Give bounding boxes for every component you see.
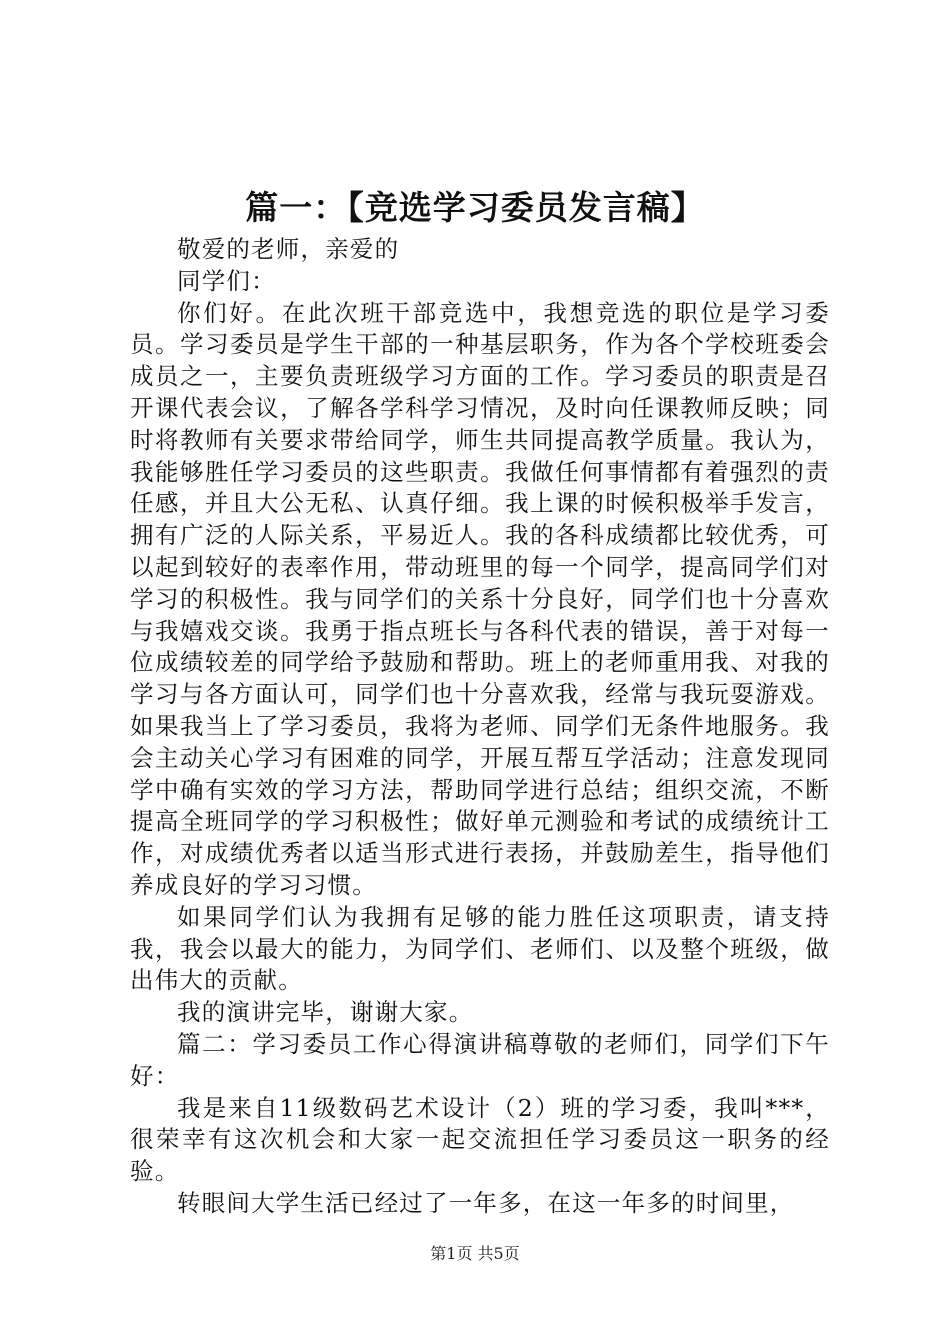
document-body [130,234,830,1220]
paragraph-section-two: 篇二：学习委员工作心得演讲稿尊敬的老师们，同学们下午好： [130,1029,830,1090]
page-number-footer: 第1页 共5页 [430,1244,520,1263]
document-title: 篇一：【竞选学习委员发言稿】 [245,188,705,227]
paragraph-greeting-1: 敬爱的老师，亲爱的 [177,235,400,263]
paragraph-support: 如果同学们认为我拥有足够的能力胜任这项职责，请支持我，我会以最大的能力，为同学们、老师们、以及整个班级，做出伟大的贡献。 [130,902,830,995]
paragraph-continued: 转眼间大学生活已经过了一年多，在这一年多的时间里， [177,1188,795,1217]
paragraph-intro: 我是来自11级数码艺术设计（2）班的学习委，我叫***，很荣幸有这次机会和大家一起交流担任学习委员这一职务的经验。 [130,1093,830,1186]
paragraph-closing: 我的演讲完毕，谢谢大家。 [177,998,474,1027]
paragraph-greeting-2: 同学们： [177,266,276,295]
paragraph-main: 你们好。在此次班干部竞选中，我想竞选的职位是学习委员。学习委员是学生干部的一种基层职务，作为各个学校班委会成员之一，主要负责班级学习方面的工作。学习委员的职责是召开课代表会议，了解各学科学习情况，及时向任课教师反映；同时将教师有关要求带给同学，师生共同提高教学质量。我认为，我能够胜任学习委员的这些职责。我做任何事情都有着强烈的责任感，并且大公无私、认真仔细。我上课的时候积极举手发言，拥有广泛的人际关系，平易近人。我的各科成绩都比较优秀，可以起到较好的表率作用，带动班里的每一个同学，提高同学们对学习的积极性。我与同学们的关系十分良好，同学们也十分喜欢与我嬉戏交谈。我勇于指点班长与各科代表的错误，善于对每一位成绩较差的同学给予鼓励和帮助。班上的老师重用我、对我的学习与各方面认可，同学们也十分喜欢我，经常与我玩耍游戏。如果我当上了学习委员，我将为老师、同学们无条件地服务。我会主动关心学习有困难的同学，开展互帮互学活动；注意发现同学中确有实效的学习方法，帮助同学进行总结；组织交流，不断提高全班同学的学习积极性；做好单元测验和考试的成绩统计工作，对成绩优秀者以适当形式进行表扬，并鼓励差生，指导他们养成良好的学习习惯。 [130,298,830,899]
